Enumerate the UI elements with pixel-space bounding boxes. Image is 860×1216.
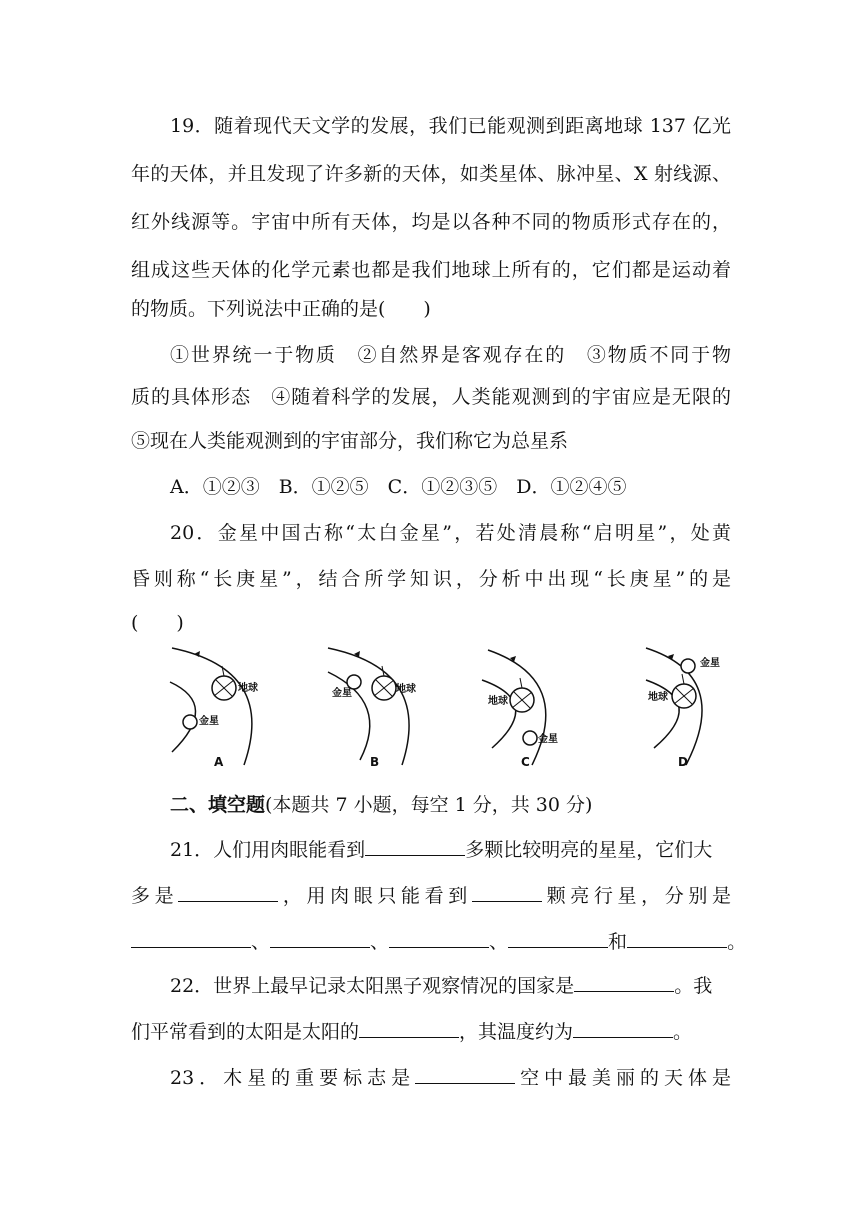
q22-text-5: 。 (673, 1021, 693, 1043)
answer-blank[interactable] (131, 928, 251, 948)
q19-statement-1: ①世界统一于物质 ②自然界是客观存在的 ③物质不同于物 (170, 344, 731, 366)
orbit-diagram-a (162, 640, 302, 772)
q19-line-4: 组成这些天体的化学元素也都是我们地球上所有的，它们都是运动着 (131, 259, 731, 281)
section-note: (本题共 7 小题，每空 1 分，共 30 分) (265, 794, 593, 816)
answer-blank[interactable] (389, 928, 489, 948)
figure-caption-a: A (214, 755, 224, 769)
answer-blank[interactable] (178, 882, 278, 902)
answer-blank[interactable] (270, 928, 370, 948)
earth-label-a: 地球 (238, 683, 258, 694)
answer-blank[interactable] (574, 972, 674, 992)
q22-text-3: 们平常看到的太阳是太阳的 (131, 1021, 360, 1043)
q21-text-1: 21．人们用肉眼能看到 (170, 839, 366, 861)
figure-caption-c: C (521, 755, 530, 769)
q22-text-1: 22．世界上最早记录太阳黑子观察情况的国家是 (170, 975, 575, 997)
q20-line-1: 20．金星中国古称“太白金星”，若处清晨称“启明星”，处黄 (170, 522, 731, 544)
q22-line-1 (170, 972, 731, 999)
q22-text-2: 。我 (674, 975, 713, 997)
q21-line-3 (131, 928, 747, 955)
q19-line-5: 的物质。下列说法中正确的是( ) (131, 298, 431, 320)
figure-a (162, 640, 302, 772)
q19-line-2: 年的天体，并且发现了许多新的天体，如类星体、脉冲星、X 射线源、 (131, 163, 731, 185)
q21-sep-3: 、 (489, 931, 509, 953)
q19-line-3: 红外线源等。宇宙中所有天体，均是以各种不同的物质形式存在的， (131, 211, 731, 233)
q21-text-2: 多颗比较明亮的星星，它们大 (465, 839, 713, 861)
q19-statement-2: 质的具体形态 ④随着科学的发展，人类能观测到的宇宙应是无限的 (131, 386, 731, 408)
q19-options: A．①②③ B．①②⑤ C．①②③⑤ D．①②④⑤ (170, 476, 627, 498)
q19-line-1: 19．随着现代天文学的发展，我们已能观测到距离地球 137 亿光 (170, 115, 731, 137)
q22-line-2 (131, 1018, 731, 1045)
answer-blank[interactable] (365, 836, 465, 856)
q23-line-1 (170, 1064, 731, 1091)
section-title: 二、填空题 (170, 794, 266, 816)
venus-label-d: 金星 (700, 658, 720, 669)
q21-line-2 (131, 882, 731, 909)
q21-text-3: 多是 (131, 885, 179, 907)
earth-label-c: 地球 (488, 696, 508, 707)
answer-blank[interactable] (573, 1018, 673, 1038)
venus-label-a: 金星 (199, 716, 219, 727)
q21-sep-1: 、 (251, 931, 271, 953)
answer-blank[interactable] (627, 928, 727, 948)
figure-caption-b: B (370, 755, 380, 769)
q21-text-5: 颗亮行星，分别是 (541, 885, 731, 907)
answer-blank[interactable] (415, 1064, 515, 1084)
q20-line-2: 昏则称“长庚星”，结合所学知识，分析中出现“长庚星”的是 (131, 568, 731, 590)
orbit-diagram-b (318, 640, 458, 772)
q22-text-4: ，其温度约为 (459, 1021, 574, 1043)
q21-line-1 (170, 836, 731, 863)
q23-text-2: 空中最美丽的天体是 (515, 1067, 731, 1089)
figure-caption-d: D (678, 755, 688, 769)
venus-label-c: 金星 (538, 734, 558, 745)
q23-text-1: 23．木星的重要标志是 (170, 1067, 416, 1089)
earth-label-b: 地球 (396, 684, 416, 695)
section-heading (170, 792, 731, 818)
figure-b (318, 640, 458, 772)
answer-blank[interactable] (472, 882, 542, 902)
figure-c (474, 640, 614, 772)
q21-and: 和 (608, 931, 628, 953)
figure-d (642, 640, 782, 772)
answer-blank[interactable] (508, 928, 608, 948)
answer-blank[interactable] (359, 1018, 459, 1038)
venus-label-b: 金星 (332, 688, 352, 699)
q19-statement-3: ⑤现在人类能观测到的宇宙部分，我们称它为总星系 (131, 430, 569, 452)
q21-sep-2: 、 (370, 931, 390, 953)
q20-line-3: ( ) (131, 612, 184, 634)
q21-end: 。 (727, 931, 747, 953)
q21-text-4: ，用肉眼只能看到 (278, 885, 472, 907)
earth-label-d: 地球 (648, 692, 668, 703)
